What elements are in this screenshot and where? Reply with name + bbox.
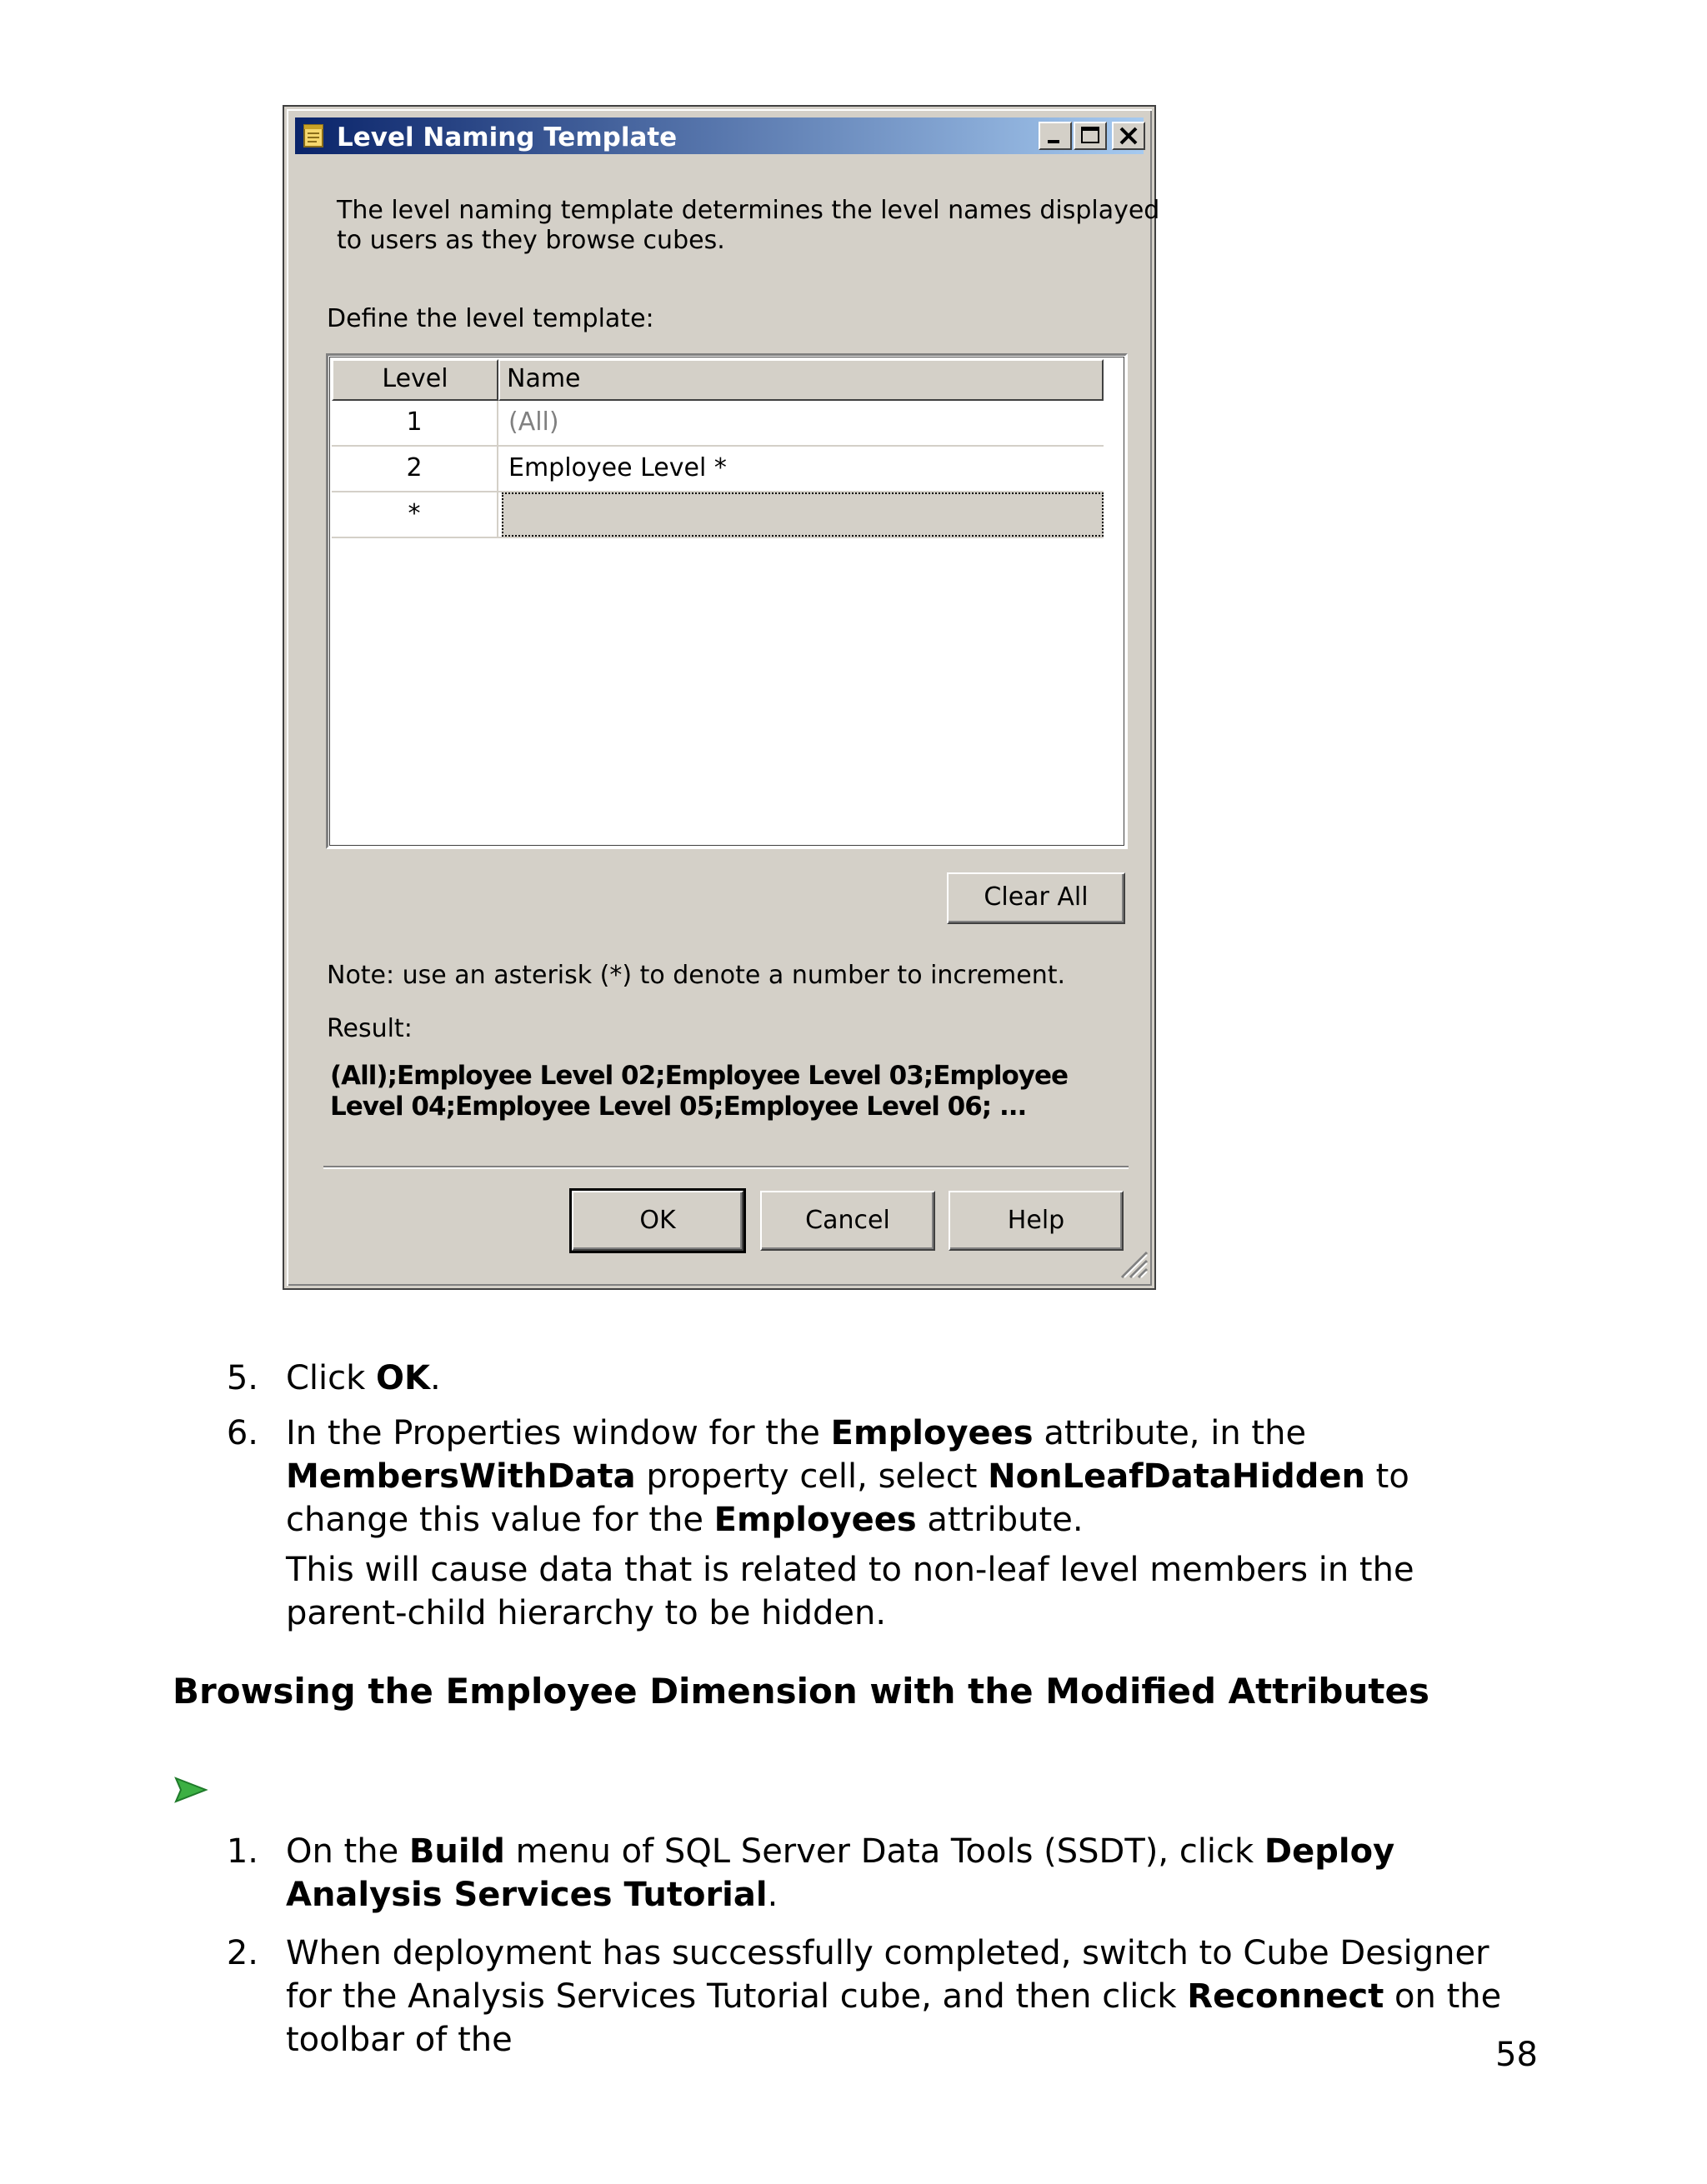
table-row-new[interactable]	[332, 492, 1104, 538]
minimize-button[interactable]	[1039, 122, 1072, 150]
step-number: 1.	[226, 1832, 258, 1871]
level-cell: *	[332, 492, 498, 537]
step-text-bold: Reconnect	[1187, 1977, 1384, 2016]
step-text	[286, 1412, 1536, 1542]
dialog-separator	[323, 1166, 1129, 1169]
close-icon	[1114, 123, 1144, 148]
step-text	[286, 1932, 1536, 2062]
note-paragraph: This will cause data that is related to non-leaf level members in the parent-child hierarchy to be hidden.	[286, 1551, 1414, 1632]
column-header-name[interactable]: Name	[498, 359, 1104, 401]
level-template-grid[interactable]	[326, 353, 1128, 849]
page-number: 58	[1495, 2036, 1538, 2074]
step-text-bold: Build	[408, 1832, 505, 1871]
define-template-label: Define the level template:	[327, 304, 654, 333]
step-text-run: When deployment has successfully completed, switch to Cube Designer for the Analysis Services Tutorial cube, and then click	[286, 1934, 1489, 2016]
dialog-description-line2: to users as they browse cubes.	[337, 226, 725, 255]
step-text-run: .	[430, 1359, 441, 1397]
step-text-run: to change this value for the	[286, 1457, 1409, 1539]
resize-grip-icon[interactable]	[1115, 1246, 1149, 1282]
step-number: 2.	[226, 1934, 258, 1972]
step-text-run: property cell, select	[635, 1457, 989, 1496]
step-text-bold: NonLeafDataHidden	[988, 1457, 1365, 1496]
step-text-run: In the Properties window for the	[286, 1414, 831, 1452]
step-text-run: on the toolbar of the	[286, 1977, 1502, 2059]
step-text-run: Click	[286, 1359, 377, 1397]
section-heading: Browsing the Employee Dimension with the Modified Attributes	[173, 1671, 1429, 1712]
procedure-arrow-icon	[173, 1775, 209, 1808]
step-text-bold: Deploy Analysis Services Tutorial	[286, 1832, 1395, 1914]
column-header-level[interactable]: Level	[332, 359, 498, 401]
table-row[interactable]	[332, 401, 1104, 447]
step-text-bold: Employees	[830, 1414, 1034, 1452]
dialog-title: Level Naming Template	[337, 122, 678, 152]
asterisk-note: Note: use an asterisk (*) to denote a number to increment.	[327, 961, 1066, 990]
maximize-button[interactable]	[1074, 122, 1107, 150]
table-row[interactable]	[332, 447, 1104, 492]
step-number: 6.	[226, 1414, 258, 1452]
step-text	[286, 1830, 1536, 1917]
step-text-bold: OK	[376, 1359, 431, 1397]
step-text-run: attribute.	[916, 1501, 1084, 1539]
step-text-run: On the	[286, 1832, 409, 1871]
name-cell[interactable]: Employee Level *	[508, 453, 727, 482]
document-icon	[302, 122, 327, 149]
help-button[interactable]: Help	[949, 1191, 1124, 1251]
step-text-bold: MembersWithData	[286, 1457, 636, 1496]
result-label: Result:	[327, 1014, 413, 1043]
cancel-button[interactable]: Cancel	[760, 1191, 935, 1251]
step-text	[286, 1357, 1536, 1400]
step-text-run: menu of SQL Server Data Tools (SSDT), click	[504, 1832, 1264, 1871]
step-text-run: .	[767, 1876, 778, 1914]
dialog-description-line1: The level naming template determines the level names displayed	[337, 196, 1160, 225]
dialog-titlebar	[295, 117, 1144, 154]
step-text-run: attribute, in the	[1033, 1414, 1307, 1452]
result-value: (All);Employee Level 02;Employee Level 03;Employee Level 04;Employee Level 05;Employee Level 06; ...	[330, 1061, 1069, 1122]
close-button[interactable]	[1112, 122, 1145, 150]
name-cell[interactable]: (All)	[508, 407, 559, 437]
level-cell: 1	[332, 401, 498, 445]
step-number: 5.	[226, 1359, 258, 1397]
level-cell: 2	[332, 447, 498, 491]
name-cell-new[interactable]	[502, 492, 1104, 537]
ok-button[interactable]: OK	[572, 1191, 743, 1251]
clear-all-button[interactable]: Clear All	[947, 872, 1125, 924]
minimize-icon	[1040, 123, 1070, 148]
step-text-bold: Employees	[713, 1501, 917, 1539]
maximize-icon	[1075, 123, 1105, 148]
level-naming-template-dialog	[284, 107, 1160, 1288]
